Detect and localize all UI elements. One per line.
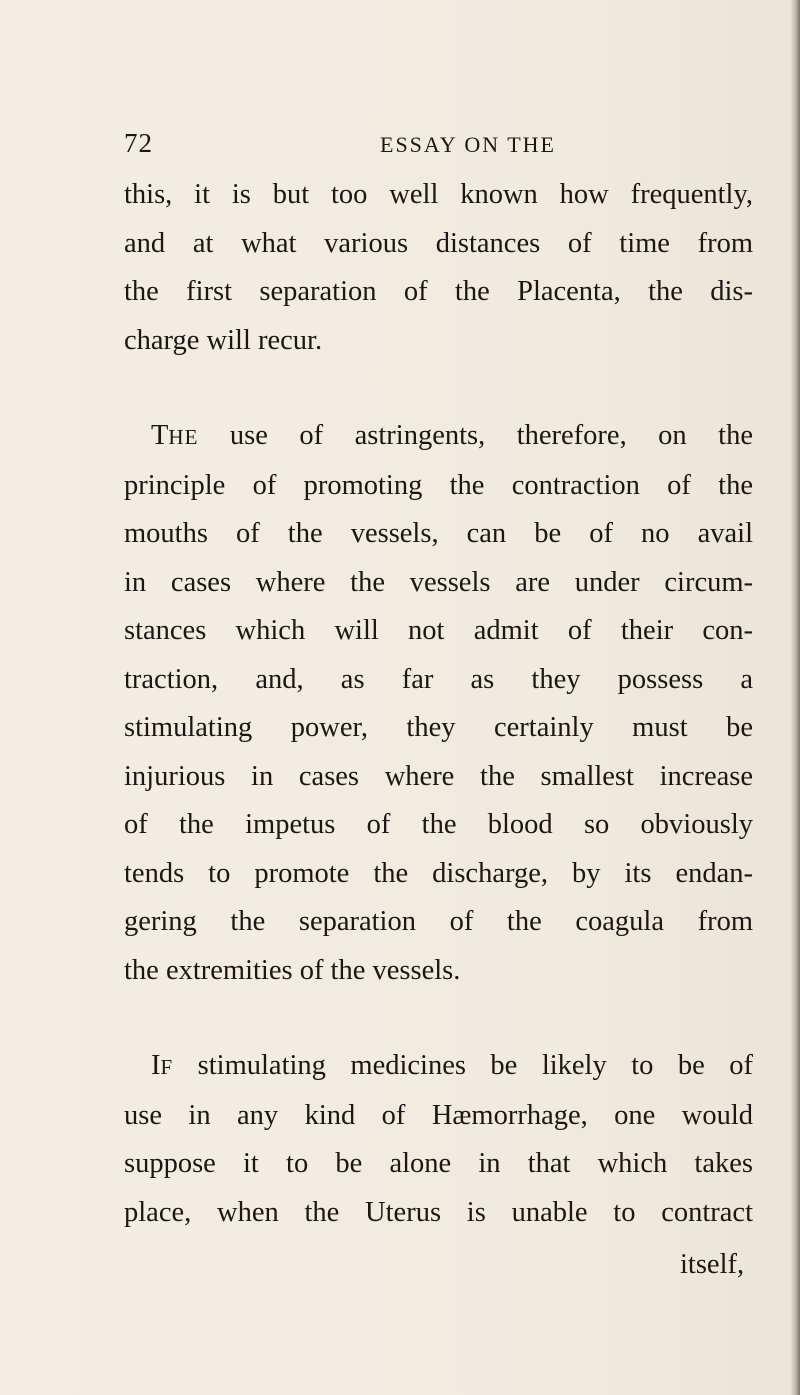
paragraph-3 xyxy=(124,1042,753,1237)
text-line-first xyxy=(124,412,753,462)
text-line: tends to promote the discharge, by its endan- xyxy=(124,857,753,889)
text-line-first xyxy=(124,1042,753,1092)
paragraph-1 xyxy=(124,171,753,365)
small-caps-initial: I xyxy=(151,1050,161,1081)
first-line-text: stimulating medicines be likely to be of xyxy=(173,1050,753,1081)
text-line: suppose it to be alone in that which takes xyxy=(124,1148,753,1179)
text-line: injurious in cases where the smallest increase xyxy=(124,760,753,792)
text-line: place, when the Uterus is unable to contract xyxy=(124,1196,753,1228)
text-line: this, it is but too well known how frequently, xyxy=(124,179,753,210)
body-text xyxy=(124,171,753,1237)
first-line-text: use of astringents, therefore, on the xyxy=(198,420,753,451)
text-line: stimulating power, they certainly must be xyxy=(124,712,753,743)
text-line: in cases where the vessels are under circum- xyxy=(124,566,753,598)
text-line: gering the separation of the coagula from xyxy=(124,906,753,937)
text-line: charge will recur. xyxy=(124,324,323,356)
text-line: use in any kind of Hæmorrhage, one would xyxy=(124,1099,753,1131)
running-head: ESSAY ON THE xyxy=(380,132,556,157)
text-line: and at what various distances of time from xyxy=(124,227,753,259)
page-number: 72 xyxy=(124,128,153,158)
page-header xyxy=(124,128,764,168)
text-line: mouths of the vessels, can be of no avail xyxy=(124,518,753,549)
small-caps-initial: T xyxy=(151,420,169,451)
text-line: principle of promoting the contraction of the xyxy=(124,469,753,501)
text-line: traction, and, as far as they possess a xyxy=(124,663,753,695)
paragraph-2 xyxy=(124,412,753,995)
text-line: of the impetus of the blood so obviously xyxy=(124,809,753,840)
text-line: the first separation of the Placenta, the dis- xyxy=(124,276,753,307)
small-caps-rest: HE xyxy=(168,425,199,449)
catchword: itself, xyxy=(680,1249,745,1280)
text-line: the extremities of the vessels. xyxy=(124,954,461,986)
text-line: stances which will not admit of their con- xyxy=(124,615,753,646)
page-edge-shadow xyxy=(790,0,800,1395)
small-caps-rest: F xyxy=(160,1055,174,1079)
